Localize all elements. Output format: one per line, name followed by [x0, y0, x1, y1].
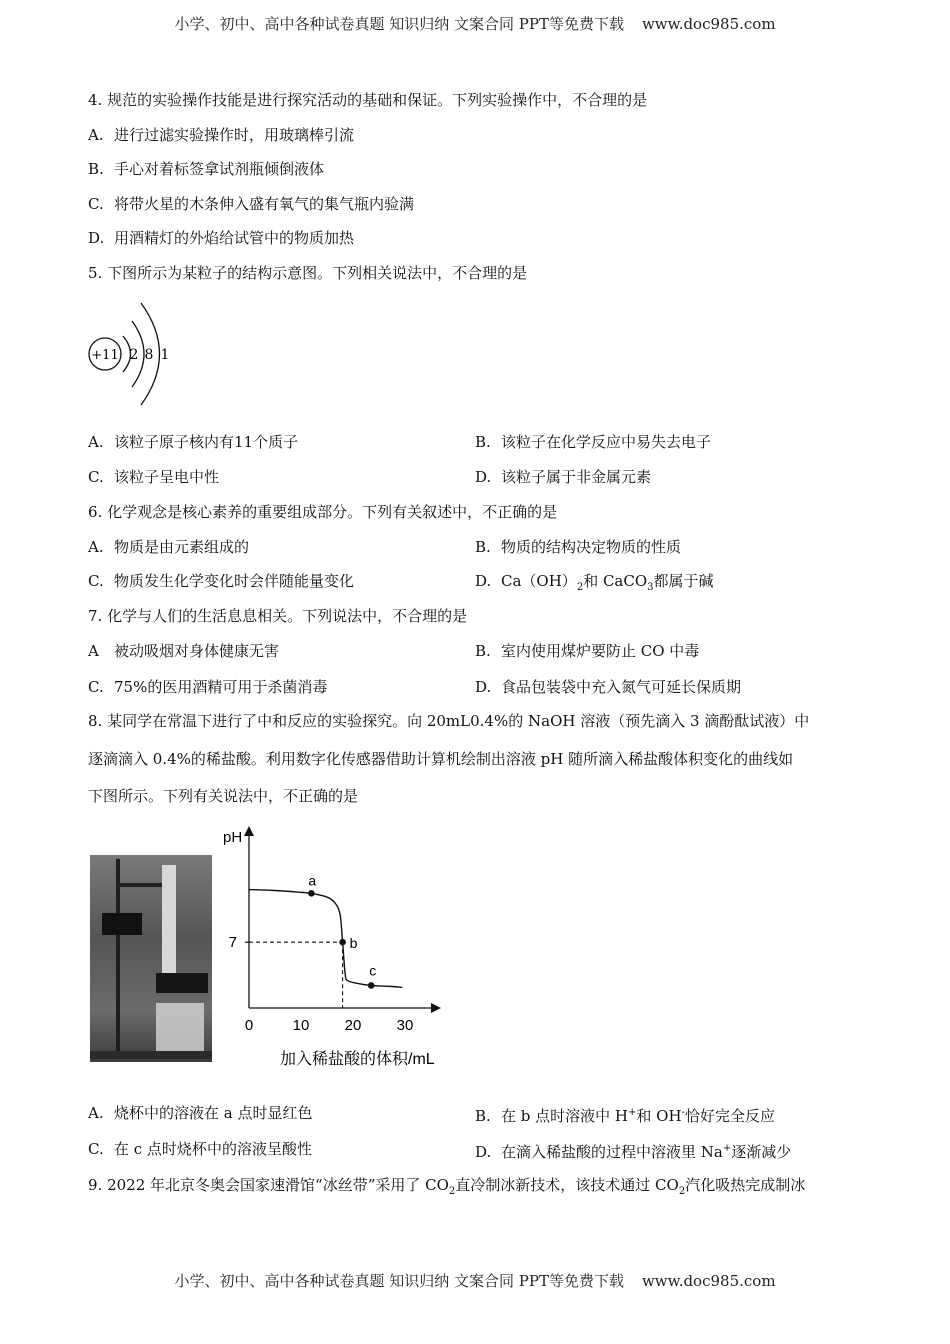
q4-stem: 4. 规范的实验操作技能是进行探究活动的基础和保证。下列实验操作中，不合理的是	[88, 91, 648, 109]
option-text: 将带火星的木条伸入盛有氧气的集气瓶内验满	[114, 195, 415, 213]
atom-structure-diagram	[86, 295, 186, 413]
q9-stem	[88, 1175, 805, 1202]
option-text: 75%的医用酒精可用于杀菌消毒	[114, 678, 328, 696]
stand-rod	[116, 859, 120, 1055]
probe-box	[156, 973, 208, 993]
option-text-part: 都属于碱	[653, 572, 714, 590]
option-key: D.	[475, 1143, 492, 1161]
ph-curve-line	[249, 890, 402, 988]
option-key: C.	[88, 1140, 104, 1158]
beaker	[156, 1003, 204, 1053]
option-text-part: 在 b 点时溶液中 H	[501, 1107, 628, 1125]
apparatus-drawing	[90, 855, 212, 1062]
lab-apparatus-photo	[90, 855, 212, 1062]
option-key: B.	[88, 160, 104, 178]
option-key: B.	[475, 1107, 491, 1125]
q6-stem: 6. 化学观念是核心素养的重要组成部分。下列有关叙述中，不正确的是	[88, 503, 558, 521]
q9-text-part: 9. 2022 年北京冬奥会国家速滑馆“冰丝带”采用了 CO	[88, 1176, 449, 1194]
q9-text-part: 直冷制冰新技术，该技术通过 CO	[455, 1176, 679, 1194]
x-tick-label: 30	[396, 1017, 414, 1034]
q8-option-d	[475, 1139, 791, 1162]
option-key: A.	[88, 433, 104, 451]
q7-stem: 7. 化学与人们的生活息息相关。下列说法中，不合理的是	[88, 607, 468, 625]
superscript: -	[681, 1107, 685, 1118]
subscript: 2	[678, 1186, 686, 1197]
point-label-b: b	[349, 935, 358, 952]
subscript: 2	[576, 582, 584, 593]
footer-text: 小学、初中、高中各种试卷真题 知识归纳 文案合同 PPT等免费下载	[174, 1272, 624, 1290]
option-key: A.	[88, 126, 104, 144]
x-axis-arrow	[431, 1003, 441, 1013]
option-text: 该粒子呈电中性	[114, 468, 220, 486]
q8-stem-line-3: 下图所示。下列有关说法中，不正确的是	[88, 787, 359, 805]
page-header	[0, 13, 950, 34]
option-key: B.	[475, 642, 491, 660]
q6-option-c	[88, 571, 354, 591]
point-label-c: c	[369, 962, 377, 979]
option-text: 该粒子属于非金属元素	[501, 468, 652, 486]
option-text: 该粒子原子核内有11个质子	[114, 433, 299, 451]
footer-site: www.doc985.com	[641, 1272, 776, 1290]
subscript: 3	[647, 582, 654, 593]
shell-electrons-1: 2	[129, 347, 139, 363]
q4-option-d	[88, 228, 354, 248]
option-text-part: 逐渐减少	[731, 1143, 792, 1161]
option-key: C.	[88, 195, 104, 213]
option-text: 室内使用煤炉要防止 CO 中毒	[501, 642, 700, 660]
data-point-a	[308, 890, 315, 897]
option-key: C.	[88, 572, 104, 590]
q6-option-b	[475, 537, 681, 557]
q4-option-a	[88, 125, 354, 145]
q6-option-a	[88, 537, 249, 557]
q8-stem-line-1: 8. 某同学在常温下进行了中和反应的实验探究。向 20mL0.4%的 NaOH 溶液（预先滴入 3 滴酚酞试液）中	[88, 712, 810, 730]
option-text: 食品包装袋中充入氮气可延长保质期	[501, 678, 742, 696]
option-text: 物质发生化学变化时会伴随能量变化	[114, 572, 355, 590]
stand-base	[90, 1051, 212, 1059]
x-tick-label: 20	[344, 1017, 362, 1034]
option-key: D.	[475, 572, 492, 590]
option-key: C.	[88, 468, 104, 486]
q5-stem: 5. 下图所示为某粒子的结构示意图。下列相关说法中，不合理的是	[88, 264, 528, 282]
q8-option-b	[475, 1103, 775, 1126]
option-key: A.	[88, 1104, 104, 1122]
q8-stem-line-2: 逐滴滴入 0.4%的稀盐酸。利用数字化传感器借助计算机绘制出溶液 pH 随所滴入稀盐酸体积变化的曲线如	[88, 750, 794, 768]
superscript: +	[628, 1107, 637, 1118]
option-key: D.	[475, 468, 492, 486]
option-text-part: 和 OH	[636, 1107, 682, 1125]
option-key: A.	[88, 538, 104, 556]
option-text: 进行过滤实验操作时，用玻璃棒引流	[114, 126, 355, 144]
q5-option-a	[88, 432, 298, 452]
burette	[162, 865, 176, 985]
x-tick-label: 0	[244, 1017, 254, 1034]
x-axis-label: 加入稀盐酸的体积/mL	[280, 1051, 435, 1068]
header-text: 小学、初中、高中各种试卷真题 知识归纳 文案合同 PPT等免费下载	[174, 15, 624, 33]
option-text: 烧杯中的溶液在 a 点时显红色	[114, 1104, 313, 1122]
option-key: B.	[475, 433, 491, 451]
option-text: 物质是由元素组成的	[114, 538, 250, 556]
q4-option-b	[88, 159, 324, 179]
q6-option-d	[475, 571, 714, 598]
option-key: A	[88, 642, 99, 660]
option-text-part: 恰好完全反应	[684, 1107, 775, 1125]
q7-option-b	[475, 641, 699, 661]
page-footer	[0, 1270, 950, 1291]
y-axis-arrow	[244, 826, 254, 836]
q7-option-c	[88, 677, 327, 697]
shell-electrons-3: 1	[160, 347, 170, 363]
q7-option-a	[88, 641, 279, 661]
y-tick-label: 7	[228, 934, 237, 952]
option-text-part: 和 CaCO	[583, 572, 648, 590]
header-site: www.doc985.com	[641, 15, 776, 33]
chart-marks	[229, 872, 414, 1034]
option-text: 被动吸烟对身体健康无害	[114, 642, 280, 660]
nucleus-label: +11	[91, 348, 119, 363]
sensor-box	[102, 913, 142, 935]
q7-option-d	[475, 677, 741, 697]
option-text: 物质的结构决定物质的性质	[501, 538, 682, 556]
y-axis-label: pH	[223, 829, 243, 846]
option-key: B.	[475, 538, 491, 556]
option-text-part: 在滴入稀盐酸的过程中溶液里 Na	[501, 1143, 723, 1161]
subscript: 2	[448, 1186, 456, 1197]
option-text: 用酒精灯的外焰给试管中的物质加热	[114, 229, 355, 247]
q5-option-c	[88, 467, 219, 487]
shell-electrons-2: 8	[144, 347, 154, 363]
q9-text-part: 汽化吸热完成制冰	[685, 1176, 806, 1194]
option-text-part: Ca（OH）	[501, 572, 577, 590]
q5-option-d	[475, 467, 651, 487]
data-point-c	[368, 982, 375, 989]
q5-option-b	[475, 432, 711, 452]
option-key: C.	[88, 678, 104, 696]
q8-option-c	[88, 1139, 312, 1159]
ph-titration-chart	[215, 818, 455, 1073]
option-text: 该粒子在化学反应中易失去电子	[501, 433, 712, 451]
option-key: D.	[88, 229, 105, 247]
option-key: D.	[475, 678, 492, 696]
q8-option-a	[88, 1103, 312, 1123]
option-text: 手心对着标签拿试剂瓶倾倒液体	[114, 160, 325, 178]
q4-option-c	[88, 194, 414, 214]
superscript: +	[722, 1143, 732, 1154]
point-label-a: a	[308, 872, 317, 889]
x-tick-label: 10	[292, 1017, 310, 1034]
option-text: 在 c 点时烧杯中的溶液呈酸性	[114, 1140, 312, 1158]
data-point-b	[339, 939, 346, 946]
